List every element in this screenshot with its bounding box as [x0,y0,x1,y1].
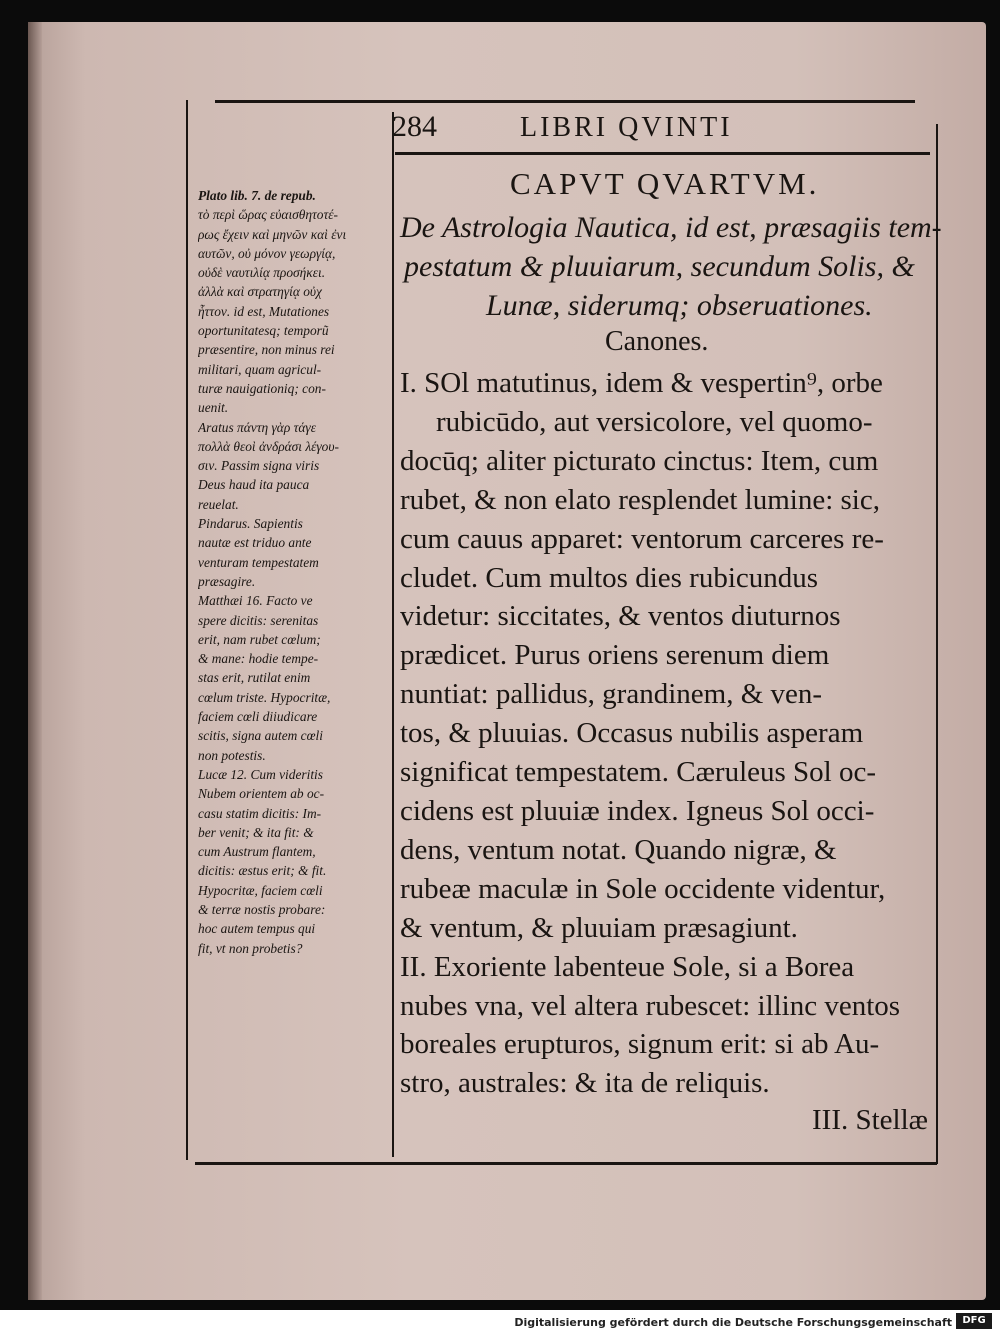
margin-line: scitis, signa autem cœli [198,728,323,744]
margin-line: ἀλλὰ καὶ στρατηγίᾳ οὐχ [198,284,322,300]
marginal-notes [198,186,398,958]
margin-line: οὐδὲ ναυτιλίᾳ προσήκει. [198,265,326,281]
margin-line: casu statim dicitis: Im- [198,805,322,821]
text-line: II. Exoriente labenteue Sole, si a Borea [400,950,855,983]
margin-line: erit, nam rubet cœlum; [198,631,321,647]
margin-line: Matthæi 16. Facto ve [198,593,313,609]
margin-line: præsentire, non minus rei [198,342,335,358]
margin-line: ἧττον. id est, Mutationes [198,303,330,319]
margin-line: dicitis: æstus erit; & fit. [198,863,327,879]
margin-line: hoc autem tempus qui [198,921,316,937]
margin-line: præsagire. [198,573,256,589]
margin-line: turæ nauigationiq; con- [198,380,326,396]
text-line: nubes vna, vel altera rubescet: illinc ventos [400,989,901,1022]
margin-line: σιν. Passim signa viris [198,458,320,474]
margin-line: ber venit; & ita fit: & [198,824,314,840]
margin-line: non potestis. [198,747,266,763]
margin-line: venturam tempestatem [198,554,319,570]
margin-line: faciem cœli diiudicare [198,709,318,725]
text-line: cum cauus apparet: ventorum carceres re- [400,522,884,555]
margin-line: oportunitatesq; temporũ [198,323,329,339]
text-line: tos, & pluuias. Occasus nubilis asperam [400,717,864,750]
margin-line: ρως ἔχειν καὶ μηνῶν καὶ ἐνι [198,226,347,242]
margin-line: reuelat. [198,496,239,512]
header-rule [395,152,930,155]
main-text-column [400,364,945,1103]
margin-line: & terræ nostis probare: [198,901,326,917]
chapter-subtitle [400,208,940,325]
subtitle-line: De Astrologia Nautica, id est, præsagiis tem- [400,211,942,244]
page-number: 284 [392,110,437,143]
text-line: nuntiat: pallidus, grandinem, & ven- [400,678,823,711]
bottom-rule [195,1162,937,1165]
margin-line: Hypocritæ, faciem cœli [198,882,323,898]
margin-line: Nubem orientem ab oc- [198,786,325,802]
margin-line: αυτῶν, οὐ μόνον γεωργίᾳ, [198,245,336,261]
running-title: LIBRI QVINTI [520,112,733,143]
text-line: rubeæ maculæ in Sole occidente videntur, [400,872,886,905]
chapter-title: CAPVT QVARTVM. [510,166,820,201]
margin-line: spere dicitis: serenitas [198,612,319,628]
margin-line: militari, quam agricul- [198,361,322,377]
margin-line: uenit. [198,400,229,416]
margin-line: cum Austrum flantem, [198,844,316,860]
margin-line: nautæ est triduo ante [198,535,312,551]
text-line: cludet. Cum multos dies rubicundus [400,561,819,594]
text-line: videtur: siccitates, & ventos diuturnos [400,600,841,633]
text-line: I. SOl matutinus, idem & vespertin⁹, orbe [400,367,883,399]
margin-line: Pindarus. Sapientis [198,516,303,532]
dfg-logo: DFG [956,1313,992,1329]
subtitle-line: pestatum & pluuiarum, secundum Solis, & [404,250,915,283]
text-line: rubet, & non elato resplendet lumine: sic, [400,483,880,516]
left-frame-rule [186,100,188,1160]
funding-credit: Digitalisierung gefördert durch die Deutsche Forschungsgemeinschaft [514,1316,952,1329]
text-line: dens, ventum notat. Quando nigræ, & [400,833,837,866]
margin-line: πολλὰ θεοὶ ἀνδράσι λέγου- [198,438,339,454]
text-line: & ventum, & pluuiam præsagiunt. [400,911,798,944]
section-heading: Canones. [605,326,709,357]
text-line: boreales erupturos, signum erit: si ab Au- [400,1028,880,1061]
margin-line: cœlum triste. Hypocritæ, [198,689,331,705]
text-line: cidens est pluuiæ index. Igneus Sol occi- [400,794,875,827]
margin-line: fit, vt non probetis? [198,940,303,956]
margin-line: τὸ περὶ ὥρας εὐαισθητοτέ- [198,207,339,223]
margin-line: Lucæ 12. Cum videritis [198,766,323,782]
top-rule [215,100,915,103]
text-line: stro, australes: & ita de reliquis. [400,1067,770,1100]
margin-line: & mane: hodie tempe- [198,651,319,667]
text-line: prædicet. Purus oriens serenum diem [400,639,830,672]
text-line: docūq; aliter picturato cinctus: Item, cum [400,444,879,477]
text-line: rubicūdo, aut versicolore, vel quomo- [436,405,873,438]
margin-line: Deus haud ita pauca [198,477,310,493]
margin-line: Aratus πάντη γὰρ τάγε [198,419,316,435]
text-line: significat tempestatem. Cæruleus Sol oc- [400,756,876,789]
margin-line: stas erit, rutilat enim [198,670,311,686]
margin-line: Plato lib. 7. de repub. [198,188,316,203]
subtitle-line: Lunæ, siderumq; obseruationes. [486,289,873,322]
catchword: III. Stellæ [812,1104,928,1136]
page-gutter-shadow [28,22,42,1300]
